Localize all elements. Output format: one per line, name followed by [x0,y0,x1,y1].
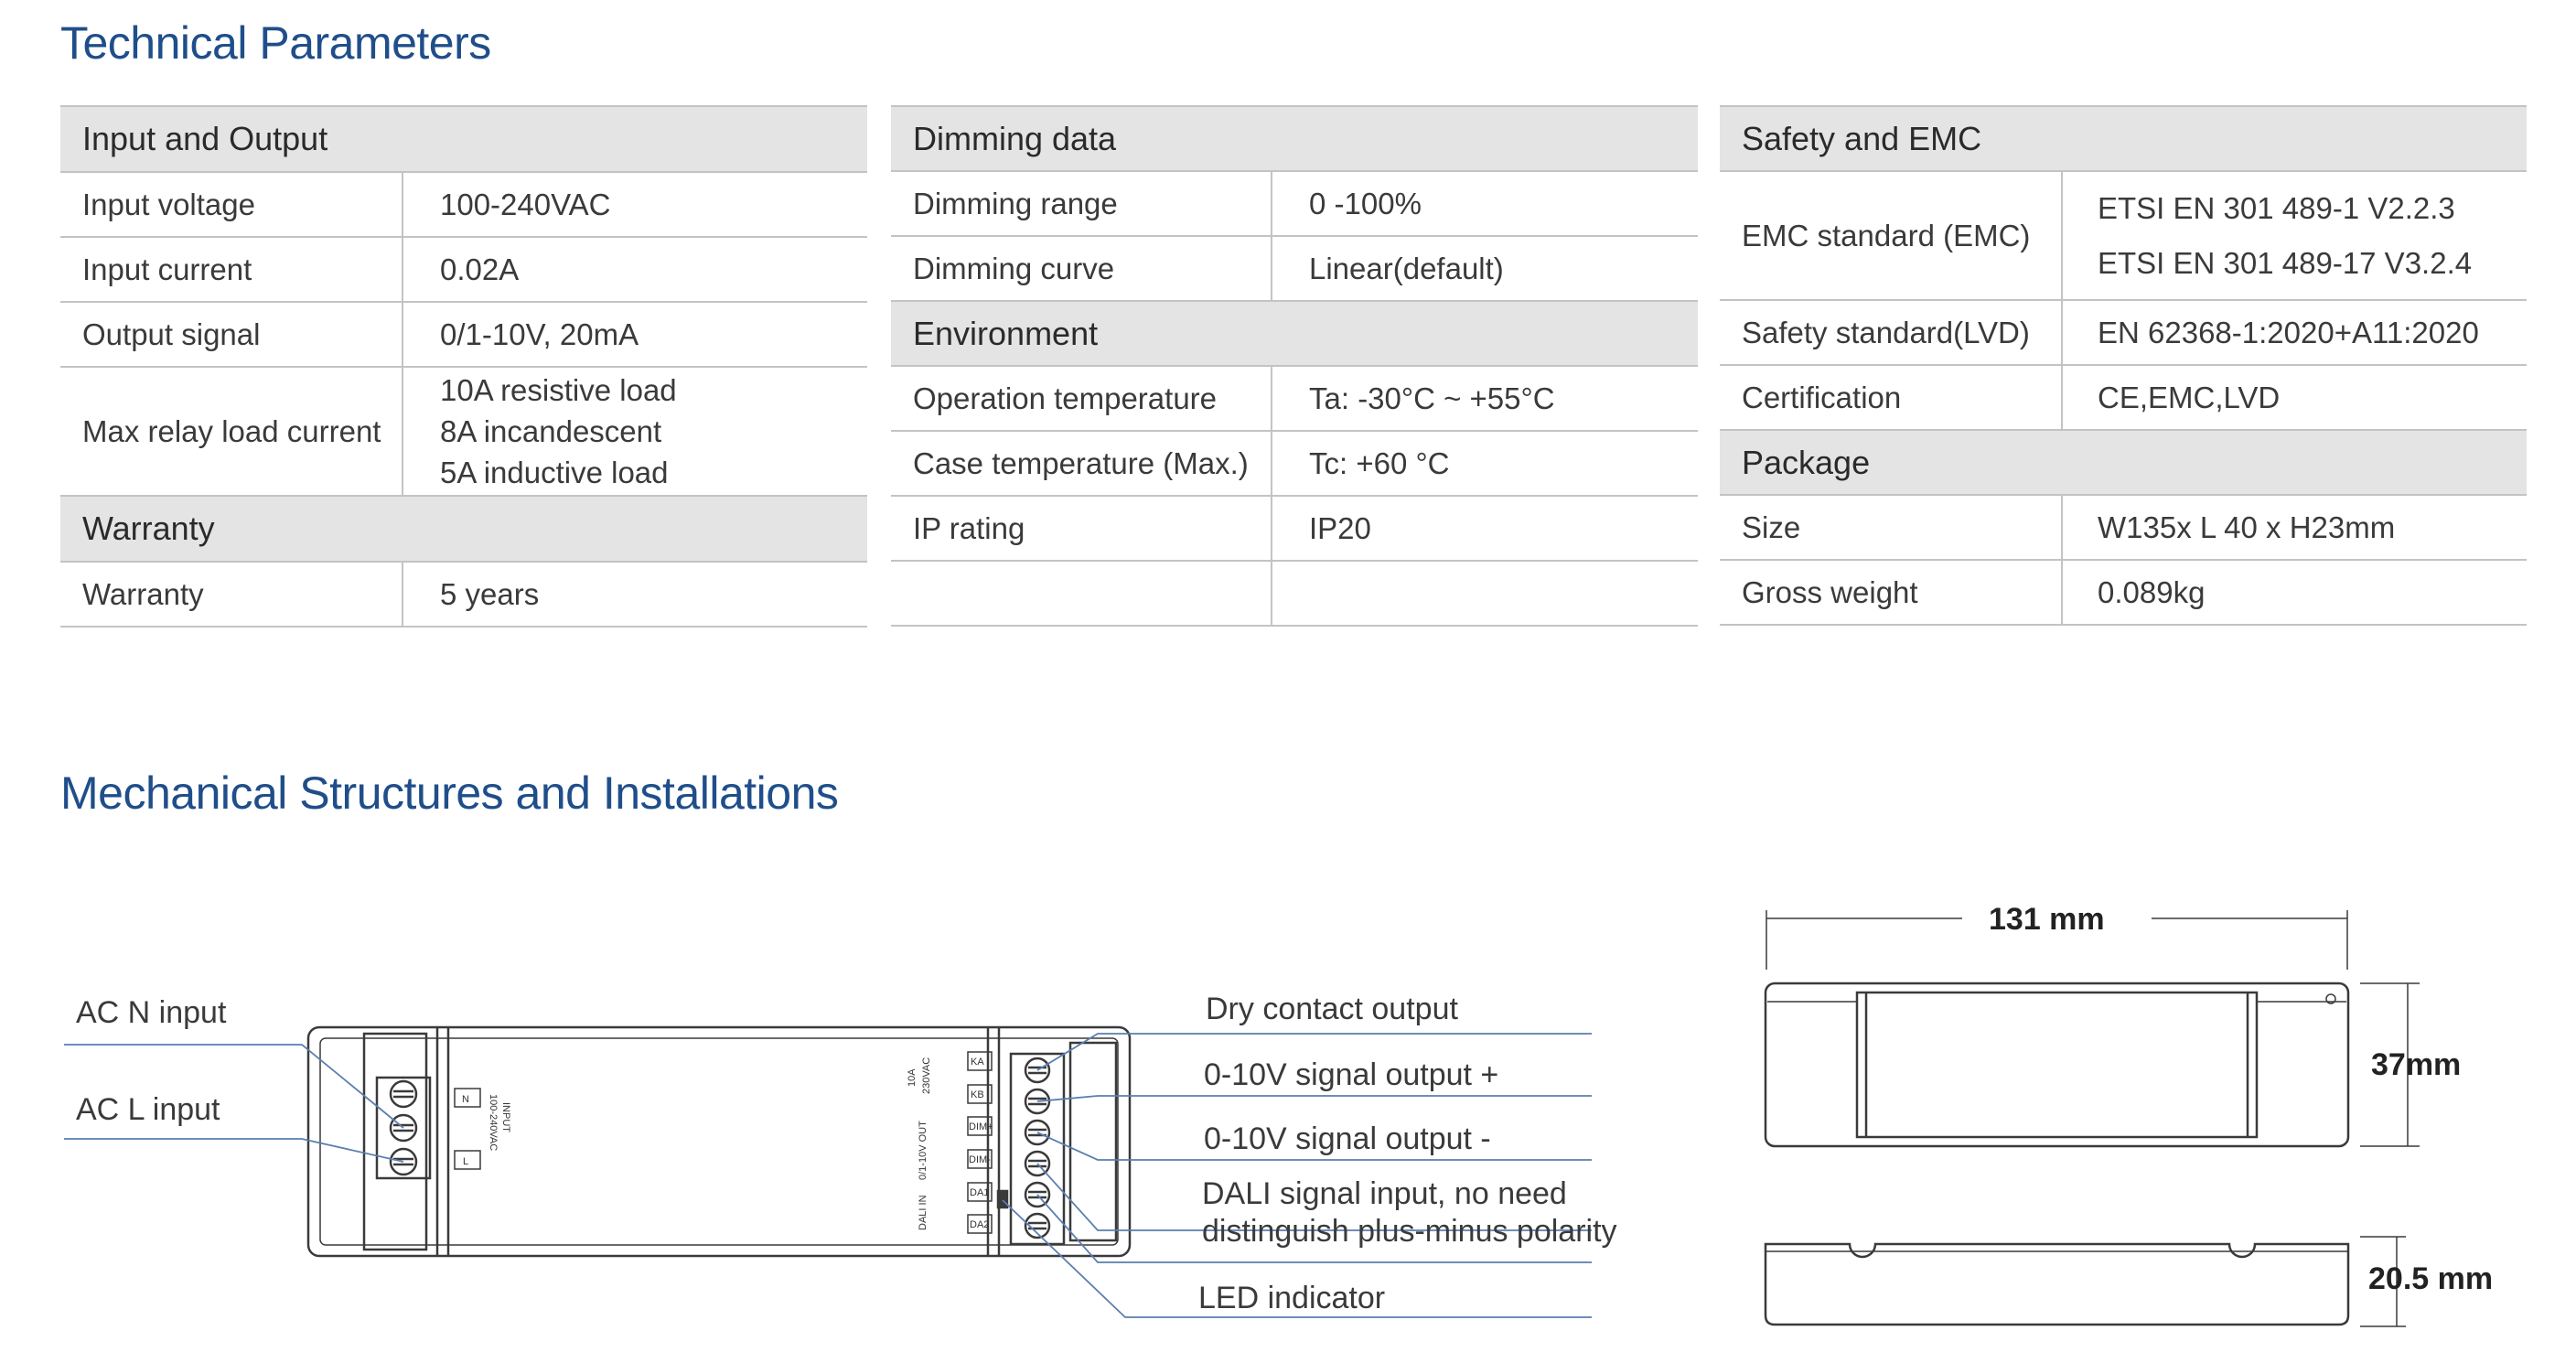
top-view-center-panel [1857,993,2257,1137]
height-dimension-label: 20.5 mm [2368,1261,2494,1296]
input-output-header: Input and Output [60,106,867,172]
dimming-header: Dimming data [891,106,1698,171]
n-terminal-label: N [462,1094,469,1105]
input-label: INPUT [500,1102,511,1132]
dim-minus-terminal-label: DIM- [969,1154,991,1165]
dry-contact-output-label: Dry contact output [1206,992,1458,1026]
spec-value: 0 -100% [1272,171,1698,236]
spec-label: Case temperature (Max.) [891,431,1272,496]
signal-output-plus-label: 0-10V signal output + [1204,1057,1499,1092]
spec-value: EN 62368-1:2020+A11:2020 [2062,300,2527,365]
spec-value-line: ETSI EN 301 489-1 V2.2.3 [2098,190,2455,225]
spec-value-line: 5A inductive load [440,456,669,489]
top-view-drawing [1766,983,2348,1146]
spec-value: 0.02A [402,237,867,302]
spec-value: 0/1-10V, 20mA [402,302,867,367]
spec-label: IP rating [891,496,1272,561]
ac-l-leader [64,1139,403,1162]
da2-terminal-label: DA2 [970,1219,990,1230]
right-end-cap [1070,1043,1116,1240]
spec-label: Safety standard(LVD) [1720,300,2062,365]
ka-terminal-label: KA [971,1057,984,1068]
spec-label: Dimming curve [891,236,1272,301]
length-dimension-label: 131 mm [1989,902,2105,937]
spec-value: 0.089kg [2062,560,2527,625]
kb-terminal-label: KB [971,1089,984,1100]
ac-l-input-label: AC L input [76,1092,220,1127]
spec-label: Size [1720,495,2062,560]
spec-value: Ta: -30°C ~ +55°C [1272,366,1698,431]
device-drawing [308,1027,1130,1256]
spec-label: Max relay load current [60,367,402,496]
safety-header: Safety and EMC [1720,106,2527,171]
dali-signal-label-line1: DALI signal input, no need [1202,1176,1567,1211]
ac-n-input-label: AC N input [76,995,227,1030]
warranty-header: Warranty [60,496,867,562]
spec-label: Output signal [60,302,402,367]
spec-value: 5 years [402,562,867,627]
spec-label: EMC standard (EMC) [1720,171,2062,300]
environment-header: Environment [891,301,1698,366]
spec-value: 100-240VAC [402,172,867,237]
spec-value-line: 8A incandescent [440,414,662,448]
led-indicator [998,1191,1007,1207]
spec-label: Input voltage [60,172,402,237]
out-signal-label: 0/1-10V OUT [918,1121,928,1180]
spec-label: Gross weight [1720,560,2062,625]
led-indicator-label: LED indicator [1198,1281,1386,1315]
spec-value-line: 10A resistive load [440,373,677,407]
spec-value: IP20 [1272,496,1698,561]
dali-in-label: DALI IN [918,1195,928,1230]
spec-value-line: ETSI EN 301 489-17 V3.2.4 [2098,245,2473,280]
signal-output-minus-label: 0-10V signal output - [1204,1121,1491,1156]
spec-label: Certification [1720,365,2062,430]
dim-plus-terminal-label: DIM+ [969,1121,993,1132]
side-view-body [1766,1244,2348,1325]
spec-value: Linear(default) [1272,236,1698,301]
spec-label: Input current [60,237,402,302]
spec-label: Warranty [60,562,402,627]
da1-terminal-label: DA1 [970,1187,990,1198]
mechanical-structures-title: Mechanical Structures and Installations [60,767,839,819]
input-voltage-label: 100-240VAC [488,1094,499,1152]
device-outer-body [308,1027,1130,1256]
spec-label: Operation temperature [891,366,1272,431]
top-view-body [1766,983,2348,1146]
spec-label: Dimming range [891,171,1272,236]
left-terminal-cover [364,1034,426,1250]
side-view-drawing [1766,1244,2348,1325]
dimension-lines [1766,910,2420,1326]
spec-value: Tc: +60 °C [1272,431,1698,496]
width-dimension-label: 37mm [2371,1047,2462,1082]
relay-voltage-label: 230VAC [921,1057,932,1094]
dry-contact-leader-2 [1037,1096,1592,1101]
package-header: Package [1720,430,2527,495]
technical-parameters-title: Technical Parameters [60,17,491,69]
terminal-screw [391,1081,416,1107]
spec-value: CE,EMC,LVD [2062,365,2527,430]
dali-signal-label-line2: distinguish plus-minus polarity [1202,1214,1617,1249]
relay-rating-label: 10A [907,1068,918,1087]
spec-value: W135x L 40 x H23mm [2062,495,2527,560]
l-terminal-label: L [463,1156,469,1167]
